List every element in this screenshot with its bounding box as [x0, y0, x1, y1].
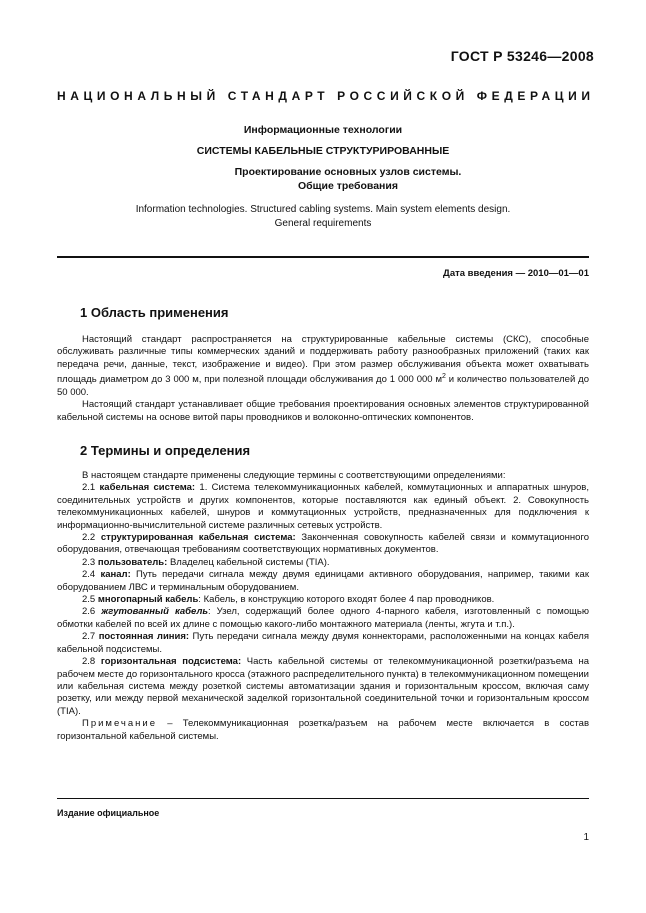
term-definition: 2.4 канал: Путь передачи сигнала между двумя единицами активного оборудования, например, такими как оборудованием ЛВС и терминальным оборудованием. — [57, 569, 589, 593]
introduction-date: Дата введения — 2010—01—01 — [443, 268, 589, 279]
footer-divider — [57, 798, 589, 799]
title-line-3 — [57, 165, 589, 193]
paragraph: Настоящий стандарт распространяется на структурированные кабельные системы (СКС), способные обслуживать различные типы коммерческих зданий и поддерживать работу разнообразных приложений (таких как передача речи, данные, текст, изображение и видео). При этом размер обслуживания объекта может охватывать площадь диаметром до 3 000 м, при полезной площади обслуживания до 1 000 000 $м^2$ и количество пользователей до 50 000. — [57, 334, 589, 398]
term-definition: 2.6 жгутованный кабель: Узел, содержащий более одного 4-парного кабеля, изготовленный с помощью обмотки кабелей по всей их длине с помощью какого-либо монтажного материала (ленты, жгута и т.п.). — [57, 606, 589, 630]
section-2-heading: 2 Термины и определения — [80, 443, 251, 458]
term-definition: 2.1 кабельная система: 1. Система телекоммуникационных кабелей, коммутационных и аппаратных шнуров, соединительных устройств и других компонентов, которые поставляются как единый объект. 2. Совокупность телекоммуникационных кабелей, шнуров и коммутационных устройств, предназначенных для подключения к информационно-вычислительной системе различных сетевых устройств. — [57, 482, 589, 531]
term-definition: 2.5 многопарный кабель: Кабель, в конструкцию которого входят более 4 пар проводников. — [82, 594, 495, 606]
official-edition-label: Издание официальное — [57, 808, 160, 818]
term-definition: 2.3 пользователь: Владелец кабельной системы (TIA). — [82, 556, 330, 568]
english-title — [57, 203, 589, 231]
title-subject: Проектирование основных узлов системы. — [234, 166, 462, 178]
header-divider — [57, 256, 589, 258]
paragraph: В настоящем стандарте применены следующие термины с соответствующими определениями: — [82, 470, 506, 481]
term-definition: 2.2 структурированная кабельная система: Законченная совокупность кабелей связи и коммутационного оборудования, отвечающая требованиям соответствующих нормативных документов. — [57, 532, 589, 556]
term-definition: 2.7 постоянная линия: Путь передачи сигнала между двумя коннекторами, расположенными на концах кабеля кабельной подсистемы. — [57, 631, 589, 655]
title-subject-2: Общие требования — [298, 180, 398, 192]
english-title-line-2: General requirements — [274, 218, 372, 229]
term-definition: 2.8 горизонтальная подсистема: Часть кабельной системы от телекоммуникационной розетки/разъема на рабочем месте до горизонтального кросса (этажного распределительного пункта) в телекоммуникационном помещении или кабельная система между розеткой системы автоматизации здания и горизонтальным кроссом, включая саму розетку, или между первой механической заделкой горизонтальной соединительной точки и горизонтальным кроссом (TIA). — [57, 656, 589, 717]
note: Примечание – Телекоммуникационная розетка/разъем на рабочем месте включается в состав горизонтальной кабельной системы. — [57, 718, 589, 742]
standard-number: ГОСТ Р 53246—2008 — [450, 48, 594, 64]
section-1-heading: 1 Область применения — [80, 305, 229, 320]
title-line-1: Информационные технологии — [243, 124, 403, 136]
section-1-body — [57, 334, 589, 424]
paragraph: Настоящий стандарт устанавливает общие требования проектирования основных элементов структурированной кабельной системы на основе витой пары проводников и волоконно-оптических компонентов. — [57, 399, 589, 423]
title-line-2: СИСТЕМЫ КАБЕЛЬНЫЕ СТРУКТУРИРОВАННЫЕ — [196, 145, 450, 157]
section-2-body — [57, 470, 589, 743]
english-title-line-1: Information technologies. Structured cabling systems. Main system elements design. — [135, 204, 511, 215]
page-number: 1 — [583, 832, 589, 843]
national-standard-banner: НАЦИОНАЛЬНЫЙ СТАНДАРТ РОССИЙСКОЙ ФЕДЕРАЦИИ — [57, 89, 595, 103]
